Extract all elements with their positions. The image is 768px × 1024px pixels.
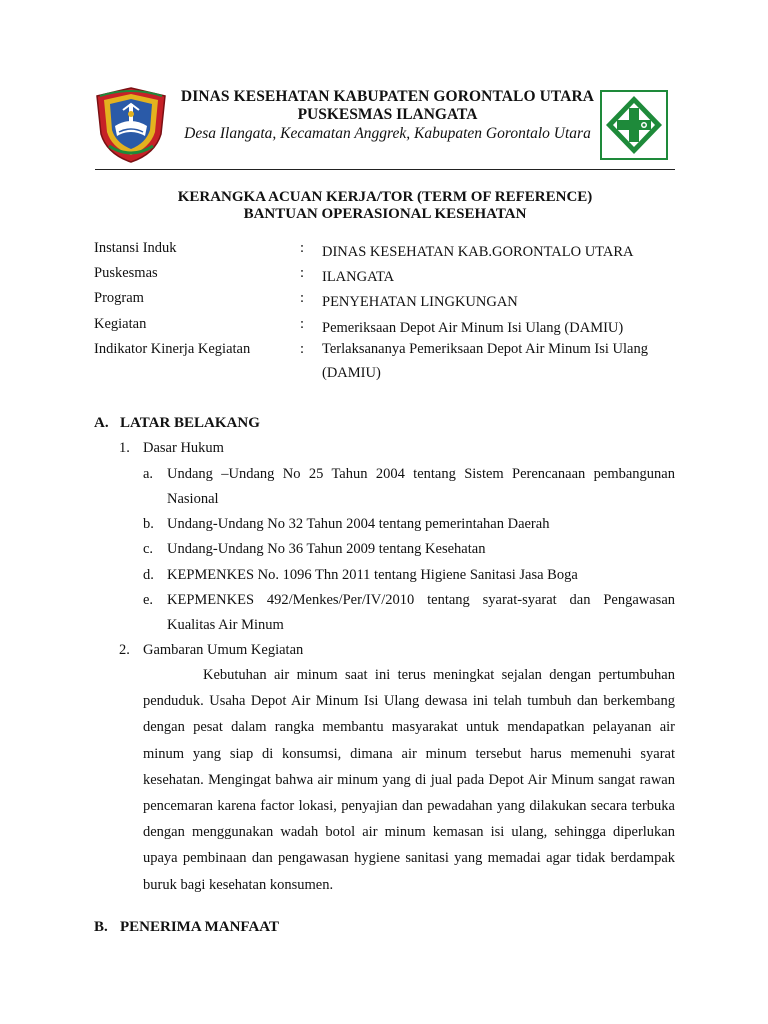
document-subtitle: BANTUAN OPERASIONAL KESEHATAN [243,206,527,222]
header-address: Desa Ilangata, Kecamatan Anggrek, Kabupaten Gorontalo Utara [184,125,591,142]
section-a-heading [94,415,260,432]
info-value: DINAS KESEHATAN KAB.GORONTALO UTARA [322,244,634,260]
section-letter: B. [94,919,108,935]
info-label: Indikator Kinerja Kegiatan [94,341,251,357]
header-puskesmas-name: PUSKESMAS ILANGATA [297,106,478,123]
item-text: Undang-Undang No 36 Tahun 2009 tentang Kesehatan [167,541,486,557]
info-colon: : [300,240,305,256]
item-text: Undang –Undang No 25 Tahun 2004 tentang Sistem Perencanaan pembangunan Nasional [167,466,675,507]
info-colon: : [300,341,305,357]
info-value: Pemeriksaan Depot Air Minum Isi Ulang (DAMIU) [322,320,624,336]
regency-coat-of-arms-icon [95,86,167,164]
numbered-item [119,440,224,457]
info-value: PENYEHATAN LINGKUNGAN [322,294,518,310]
info-colon: : [300,316,305,332]
item-text: Undang-Undang No 32 Tahun 2004 tentang pemerintahan Daerah [167,516,550,532]
overview-paragraph: Kebutuhan air minum saat ini terus meningkat sejalan dengan pertumbuhan penduduk. Usaha Depot Air Minum Isi Ulang dewasa ini telah tumbuh dan berkembang dengan pesat dalam rangka membantu masyarakat untuk mendapatkan pelayanan air minum yang siap di konsumsi, dimana air minum tersebut harus memenuhi syarat kesehatan. Mengingat bahwa air minum yang di jual pada Depot Air Minum sangat rawan pencemaran karena factor lokasi, penyajian dan pewadahan yang dilakukan secara terbuka dengan menggunakan wadah botol air minum kemasan isi ulang, sehingga diperlukan upaya pembinaan dan pengawasan hygiene sanitasi yang memadai agar tidak berdampak buruk bagi kesehatan konsumen. [143,667,675,893]
item-title: Gambaran Umum Kegiatan [143,642,304,658]
section-letter: A. [94,415,109,431]
item-number: 2. [119,642,130,658]
item-number: 1. [119,440,130,456]
info-colon: : [300,290,305,306]
info-value: ILANGATA [322,269,395,285]
item-letter: a. [143,466,154,482]
item-letter: d. [143,567,154,583]
info-label: Instansi Induk [94,240,177,256]
info-label: Puskesmas [94,265,158,281]
item-letter: b. [143,516,154,532]
numbered-item [119,642,303,659]
item-text: KEPMENKES No. 1096 Thn 2011 tentang Higiene Sanitasi Jasa Boga [167,567,578,583]
info-label: Program [94,290,144,306]
section-title: LATAR BELAKANG [120,415,260,431]
item-letter: c. [143,541,154,557]
item-text: KEPMENKES 492/Menkes/Per/IV/2010 tentang syarat-syarat dan Pengawasan Kualitas Air Minum [167,592,675,633]
header-agency-name: DINAS KESEHATAN KABUPATEN GORONTALO UTARA [180,88,595,105]
document-title: KERANGKA ACUAN KERJA/TOR (TERM OF REFERENCE) [177,189,593,205]
info-value: Terlaksananya Pemeriksaan Depot Air Minum Isi Ulang (DAMIU) [322,341,648,381]
info-colon: : [300,265,305,281]
info-label: Kegiatan [94,316,147,332]
section-title: PENERIMA MANFAAT [120,919,280,935]
puskesmas-green-cross-icon [600,90,668,160]
item-title: Dasar Hukum [143,440,224,456]
item-letter: e. [143,592,154,608]
section-b-heading [94,919,279,936]
header-divider [95,169,675,170]
